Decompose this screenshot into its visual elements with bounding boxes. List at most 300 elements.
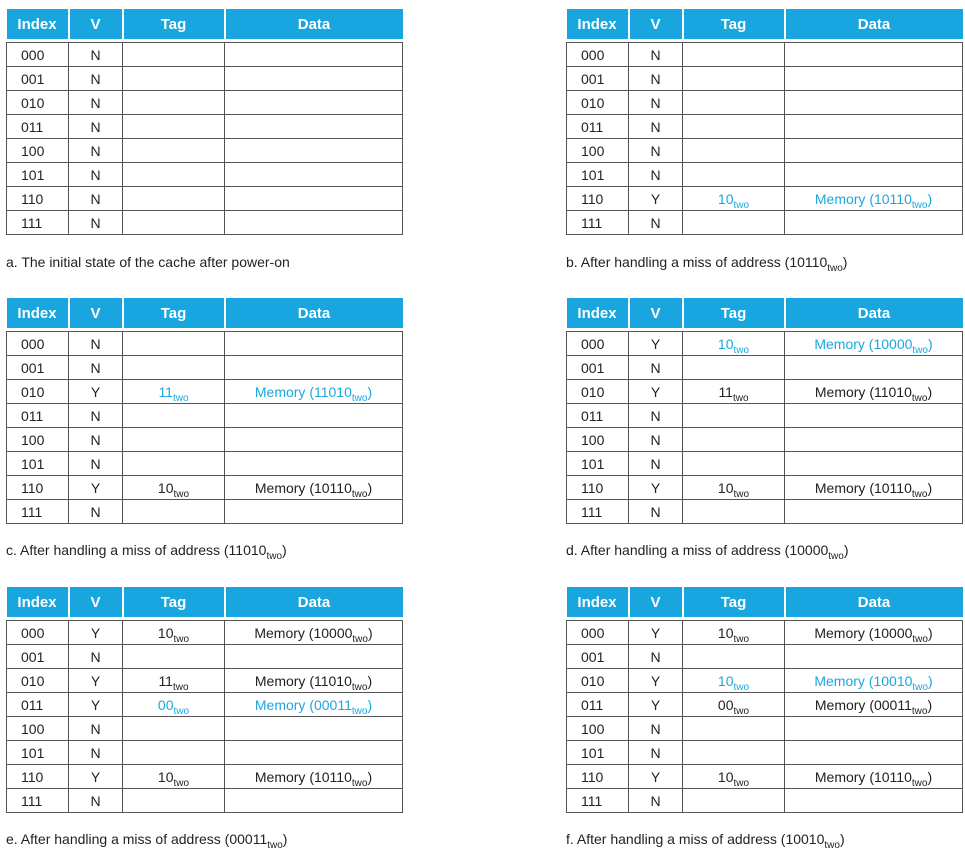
data-close-paren: ) (927, 335, 933, 352)
data-cell (225, 645, 403, 669)
column-header-v: V (69, 298, 123, 328)
tag-cell (683, 67, 785, 91)
header-row (567, 587, 963, 617)
index-cell: 100 (7, 428, 69, 452)
data-base-subscript: two (351, 705, 368, 717)
data-base-subscript: two (351, 392, 368, 404)
index-cell: 101 (7, 741, 69, 765)
table-row (567, 452, 963, 476)
tag-base-subscript: two (173, 777, 190, 789)
valid-bit-cell: N (69, 139, 123, 163)
column-header-tag: Tag (123, 298, 225, 328)
column-header-tag: Tag (123, 587, 225, 617)
valid-bit-cell: N (69, 404, 123, 428)
tag-value: 00 (717, 696, 734, 713)
data-cell (785, 717, 963, 741)
index-cell: 100 (567, 717, 629, 741)
valid-bit-cell: N (69, 163, 123, 187)
column-header-data: Data (225, 9, 403, 39)
data-cell (785, 67, 963, 91)
cache-panel-f (566, 587, 963, 813)
tag-cell (123, 163, 225, 187)
tag-cell (683, 91, 785, 115)
tag-value: 11 (718, 383, 733, 400)
table-row (567, 476, 963, 500)
panel-caption-f (566, 831, 845, 851)
data-base-subscript: two (912, 681, 928, 693)
column-header-index: Index (7, 9, 69, 39)
tag-cell (683, 187, 785, 211)
data-close-paren: ) (927, 624, 933, 641)
cache-panel-e (6, 587, 403, 813)
data-cell (225, 476, 403, 500)
table-row (7, 380, 403, 404)
tag-cell (683, 428, 785, 452)
column-header-tag: Tag (683, 298, 785, 328)
index-cell: 100 (7, 139, 69, 163)
tag-cell (683, 621, 785, 645)
data-cell (785, 332, 963, 356)
table-row (567, 404, 963, 428)
caption-close: ) (282, 542, 287, 558)
valid-bit-cell: N (69, 717, 123, 741)
index-cell: 011 (7, 404, 69, 428)
index-cell: 111 (7, 789, 69, 813)
data-value: Memory (00011 (254, 696, 352, 713)
tag-base-subscript: two (172, 392, 189, 404)
valid-bit-cell: Y (629, 765, 683, 789)
tag-cell (123, 404, 225, 428)
data-cell (785, 115, 963, 139)
valid-bit-cell: N (629, 645, 683, 669)
tag-value: 10 (717, 768, 734, 785)
valid-bit-cell: Y (69, 621, 123, 645)
table-row (567, 43, 963, 67)
index-cell: 001 (567, 67, 629, 91)
index-cell: 111 (7, 211, 69, 235)
data-close-paren: ) (367, 696, 373, 713)
tag-cell (683, 115, 785, 139)
data-base-subscript: two (911, 777, 928, 789)
index-cell: 011 (567, 404, 629, 428)
valid-bit-cell: Y (69, 380, 123, 404)
index-cell: 101 (567, 163, 629, 187)
valid-bit-cell: Y (629, 693, 683, 717)
table-row (567, 211, 963, 235)
cache-table (6, 298, 403, 524)
data-cell (225, 163, 403, 187)
data-cell (225, 404, 403, 428)
index-cell: 111 (7, 500, 69, 524)
table-row (7, 452, 403, 476)
tag-cell (123, 139, 225, 163)
tag-cell (683, 332, 785, 356)
valid-bit-cell: N (629, 741, 683, 765)
index-cell: 001 (567, 356, 629, 380)
tag-cell (123, 187, 225, 211)
index-cell: 101 (567, 452, 629, 476)
data-cell (225, 356, 403, 380)
table-row (567, 380, 963, 404)
caption-text: b. After handling a miss of address (10110 (566, 254, 828, 270)
cache-table (566, 9, 963, 235)
tag-base-subscript: two (733, 705, 750, 717)
column-header-index: Index (567, 298, 629, 328)
cache-table (566, 587, 963, 813)
table-row (567, 428, 963, 452)
tag-value: 00 (157, 696, 174, 713)
data-close-paren: ) (367, 383, 373, 400)
column-header-index: Index (567, 9, 629, 39)
caption-close: ) (842, 254, 848, 270)
data-cell (785, 187, 963, 211)
data-value: Memory (10110 (814, 190, 912, 207)
valid-bit-cell: N (69, 187, 123, 211)
header-row (7, 298, 403, 328)
tag-value: 10 (717, 624, 734, 641)
data-close-paren: ) (927, 768, 933, 785)
data-cell (785, 789, 963, 813)
tag-cell (123, 741, 225, 765)
valid-bit-cell: N (69, 452, 123, 476)
valid-bit-cell: Y (629, 669, 683, 693)
table-row (7, 404, 403, 428)
index-cell: 011 (567, 115, 629, 139)
index-cell: 110 (7, 187, 69, 211)
tag-cell (683, 163, 785, 187)
table-row (567, 645, 963, 669)
tag-cell (683, 669, 785, 693)
table-row (567, 765, 963, 789)
column-header-tag: Tag (683, 587, 785, 617)
tag-cell (123, 428, 225, 452)
cache-table (6, 9, 403, 235)
valid-bit-cell: N (69, 500, 123, 524)
data-cell (785, 91, 963, 115)
tag-cell (683, 211, 785, 235)
index-cell: 010 (567, 380, 629, 404)
table-row (7, 211, 403, 235)
data-cell (785, 211, 963, 235)
valid-bit-cell: Y (629, 332, 683, 356)
data-base-subscript: two (351, 777, 368, 789)
index-cell: 011 (7, 693, 69, 717)
panel-caption-d (566, 542, 849, 562)
tag-cell (123, 380, 225, 404)
table-row (7, 163, 403, 187)
valid-bit-cell: N (69, 789, 123, 813)
data-close-paren: ) (367, 768, 373, 785)
valid-bit-cell: N (69, 741, 123, 765)
valid-bit-cell: N (629, 717, 683, 741)
column-header-data: Data (785, 298, 963, 328)
table-row (567, 693, 963, 717)
data-cell (225, 500, 403, 524)
tag-cell (123, 332, 225, 356)
valid-bit-cell: N (629, 115, 683, 139)
data-cell (785, 645, 963, 669)
data-base-subscript: two (912, 633, 928, 645)
data-cell (225, 380, 403, 404)
data-cell (225, 789, 403, 813)
table-row (567, 332, 963, 356)
caption-close: ) (839, 831, 845, 847)
valid-bit-cell: N (629, 139, 683, 163)
cache-panel-c (6, 298, 403, 524)
data-cell (785, 163, 963, 187)
tag-value: 10 (157, 768, 174, 785)
column-header-v: V (69, 587, 123, 617)
table-row (567, 187, 963, 211)
tag-base-subscript: two (173, 633, 190, 645)
valid-bit-cell: N (69, 211, 123, 235)
tag-cell (683, 741, 785, 765)
valid-bit-cell: N (629, 163, 683, 187)
tag-base-subscript: two (733, 777, 750, 789)
header-row (567, 298, 963, 328)
data-close-paren: ) (927, 672, 933, 689)
data-cell (225, 139, 403, 163)
data-value: Memory (10110 (814, 479, 912, 496)
data-cell (225, 187, 403, 211)
valid-bit-cell: N (629, 789, 683, 813)
data-value: Memory (11010 (254, 672, 352, 689)
valid-bit-cell: N (629, 500, 683, 524)
valid-bit-cell: N (69, 43, 123, 67)
valid-bit-cell: N (69, 645, 123, 669)
valid-bit-cell: Y (629, 476, 683, 500)
valid-bit-cell: N (629, 211, 683, 235)
data-base-subscript: two (911, 199, 928, 211)
tag-cell (123, 693, 225, 717)
table-row (7, 741, 403, 765)
index-cell: 000 (7, 621, 69, 645)
data-cell (225, 115, 403, 139)
table-row (567, 356, 963, 380)
table-row (7, 765, 403, 789)
data-cell (225, 428, 403, 452)
data-value: Memory (10110 (814, 768, 912, 785)
tag-value: 11 (158, 383, 173, 400)
tag-cell (683, 500, 785, 524)
cache-panel-a (6, 9, 403, 235)
panel-caption-b (566, 254, 848, 274)
column-header-v: V (629, 298, 683, 328)
tag-cell (123, 765, 225, 789)
data-base-subscript: two (911, 392, 928, 404)
cache-panel-b (566, 9, 963, 235)
valid-bit-cell: N (69, 91, 123, 115)
index-cell: 111 (567, 211, 629, 235)
tag-cell (683, 356, 785, 380)
index-cell: 000 (567, 332, 629, 356)
column-header-v: V (629, 587, 683, 617)
table-row (7, 476, 403, 500)
data-close-paren: ) (367, 672, 373, 689)
tag-cell (123, 452, 225, 476)
tag-value: 10 (717, 672, 734, 689)
tag-cell (683, 404, 785, 428)
index-cell: 001 (7, 356, 69, 380)
valid-bit-cell: N (69, 428, 123, 452)
column-header-index: Index (7, 298, 69, 328)
tag-value: 10 (157, 624, 174, 641)
data-cell (225, 765, 403, 789)
valid-bit-cell: Y (69, 669, 123, 693)
header-row (567, 9, 963, 39)
valid-bit-cell: N (69, 115, 123, 139)
index-cell: 100 (7, 717, 69, 741)
data-close-paren: ) (367, 624, 373, 641)
column-header-tag: Tag (123, 9, 225, 39)
column-header-index: Index (567, 587, 629, 617)
valid-bit-cell: Y (69, 476, 123, 500)
index-cell: 100 (567, 428, 629, 452)
tag-base-subscript: two (733, 199, 750, 211)
data-cell (785, 404, 963, 428)
valid-bit-cell: N (69, 332, 123, 356)
table-row (7, 43, 403, 67)
data-cell (785, 765, 963, 789)
index-cell: 111 (567, 789, 629, 813)
header-row (7, 587, 403, 617)
index-cell: 101 (7, 163, 69, 187)
valid-bit-cell: N (69, 356, 123, 380)
table-row (567, 741, 963, 765)
data-cell (785, 380, 963, 404)
data-close-paren: ) (927, 383, 933, 400)
valid-bit-cell: N (629, 404, 683, 428)
index-cell: 010 (567, 669, 629, 693)
valid-bit-cell: N (69, 67, 123, 91)
tag-cell (683, 765, 785, 789)
tag-cell (683, 476, 785, 500)
tag-value: 10 (157, 479, 174, 496)
table-row (7, 67, 403, 91)
tag-base-subscript: two (173, 488, 190, 500)
data-cell (785, 741, 963, 765)
tag-cell (123, 211, 225, 235)
data-value: Memory (10000 (814, 335, 913, 352)
caption-subscript: two (266, 551, 283, 562)
table-row (567, 67, 963, 91)
tag-cell (123, 91, 225, 115)
column-header-v: V (629, 9, 683, 39)
index-cell: 000 (7, 43, 69, 67)
tag-cell (123, 67, 225, 91)
tag-cell (683, 789, 785, 813)
caption-subscript: two (267, 840, 283, 851)
table-row (567, 500, 963, 524)
data-close-paren: ) (927, 479, 933, 496)
tag-cell (123, 645, 225, 669)
data-close-paren: ) (927, 696, 933, 713)
column-header-index: Index (7, 587, 69, 617)
valid-bit-cell: Y (69, 765, 123, 789)
data-cell (225, 332, 403, 356)
caption-text: e. After handling a miss of address (00011 (6, 831, 268, 847)
data-cell (225, 693, 403, 717)
table-row (7, 717, 403, 741)
index-cell: 110 (567, 187, 629, 211)
caption-subscript: two (824, 840, 840, 851)
index-cell: 110 (7, 765, 69, 789)
panel-caption-e (6, 831, 288, 851)
index-cell: 001 (567, 645, 629, 669)
table-row (567, 717, 963, 741)
index-cell: 010 (567, 91, 629, 115)
data-base-subscript: two (351, 681, 368, 693)
caption-text: c. After handling a miss of address (11010 (6, 542, 267, 558)
table-row (7, 669, 403, 693)
data-base-subscript: two (352, 633, 368, 645)
data-cell (785, 139, 963, 163)
data-cell (785, 669, 963, 693)
tag-cell (123, 500, 225, 524)
table-row (567, 621, 963, 645)
index-cell: 000 (567, 43, 629, 67)
panel-caption-c (6, 542, 287, 562)
data-cell (225, 452, 403, 476)
column-header-tag: Tag (683, 9, 785, 39)
tag-base-subscript: two (733, 681, 750, 693)
caption-close: ) (282, 831, 288, 847)
table-row (7, 356, 403, 380)
tag-cell (683, 693, 785, 717)
tag-cell (123, 43, 225, 67)
data-value: Memory (11010 (254, 383, 352, 400)
data-value: Memory (10010 (814, 672, 913, 689)
valid-bit-cell: Y (629, 621, 683, 645)
caption-text: d. After handling a miss of address (10000 (566, 542, 829, 558)
table-row (7, 91, 403, 115)
valid-bit-cell: N (629, 452, 683, 476)
data-cell (785, 621, 963, 645)
tag-cell (683, 717, 785, 741)
tag-cell (683, 452, 785, 476)
data-cell (225, 669, 403, 693)
tag-cell (123, 717, 225, 741)
data-cell (225, 43, 403, 67)
table-row (7, 428, 403, 452)
tag-cell (123, 621, 225, 645)
valid-bit-cell: Y (69, 693, 123, 717)
valid-bit-cell: N (629, 91, 683, 115)
cache-table (566, 298, 963, 524)
tag-cell (123, 789, 225, 813)
index-cell: 010 (7, 669, 69, 693)
column-header-data: Data (785, 587, 963, 617)
index-cell: 110 (7, 476, 69, 500)
table-row (567, 669, 963, 693)
data-cell (225, 717, 403, 741)
column-header-v: V (69, 9, 123, 39)
data-base-subscript: two (912, 344, 928, 356)
table-row (567, 789, 963, 813)
valid-bit-cell: N (629, 67, 683, 91)
tag-base-subscript: two (733, 633, 750, 645)
column-header-data: Data (225, 298, 403, 328)
data-cell (785, 452, 963, 476)
tag-value: 10 (717, 335, 734, 352)
data-cell (785, 476, 963, 500)
caption-subscript: two (828, 551, 844, 562)
data-cell (785, 693, 963, 717)
valid-bit-cell: N (629, 428, 683, 452)
index-cell: 000 (567, 621, 629, 645)
index-cell: 110 (567, 476, 629, 500)
tag-base-subscript: two (733, 488, 750, 500)
